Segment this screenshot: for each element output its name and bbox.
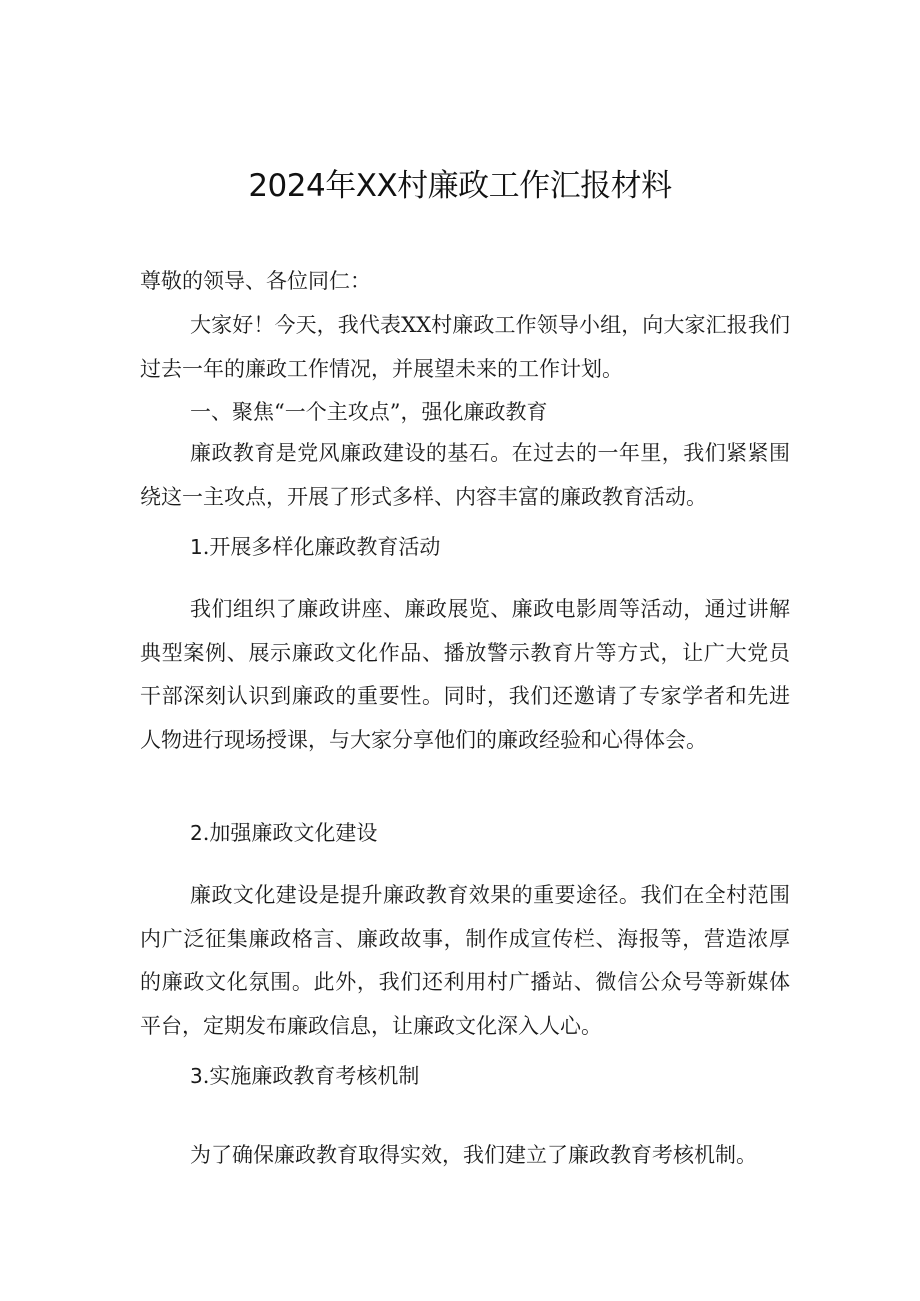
sub3-number: 3 — [190, 1064, 203, 1088]
sub3-heading — [190, 1061, 419, 1091]
sub1-heading — [190, 532, 440, 562]
document-title: 2024年XX村廉政工作汇报材料 — [248, 168, 672, 204]
sub1-paragraph: 我们组织了廉政讲座、廉政展览、廉政电影周等活动，通过讲解典型案例、展示廉政文化作品、播放警示教育片等方式，让广大党员干部深刻认识到廉政的重要性。同时，我们还邀请了专家学者和先进人物进行现场授课，与大家分享他们的廉政经验和心得体会。 — [140, 597, 790, 752]
intro-paragraph: 大家好！今天，我代表XX村廉政工作领导小组，向大家汇报我们过去一年的廉政工作情况，并展望未来的工作计划。 — [140, 313, 790, 381]
section1-heading: 一、聚焦“一个主攻点”，强化廉政教育 — [190, 400, 548, 424]
sub2-heading-text: .加强廉政文化建设 — [202, 821, 378, 845]
section1-paragraph: 廉政教育是党风廉政建设的基石。在过去的一年里，我们紧紧围绕这一主攻点，开展了形式多样、内容丰富的廉政教育活动。 — [140, 441, 790, 509]
sub3-heading-text: .实施廉政教育考核机制 — [202, 1064, 420, 1088]
sub2-paragraph: 廉政文化建设是提升廉政教育效果的重要途径。我们在全村范围内广泛征集廉政格言、廉政故事，制作成宣传栏、海报等，营造浓厚的廉政文化氛围。此外，我们还利用村广播站、微信公众号等新媒体平台，定期发布廉政信息，让廉政文化深入人心。 — [140, 883, 790, 1038]
sub3-paragraph: 为了确保廉政教育取得实效，我们建立了廉政教育考核机制。 — [190, 1143, 757, 1167]
sub2-heading — [190, 818, 377, 848]
salutation: 尊敬的领导、各位同仁： — [140, 269, 371, 293]
sub1-heading-text: .开展多样化廉政教育活动 — [202, 535, 441, 559]
sub2-number: 2 — [190, 821, 203, 845]
sub1-number: 1 — [190, 535, 203, 559]
